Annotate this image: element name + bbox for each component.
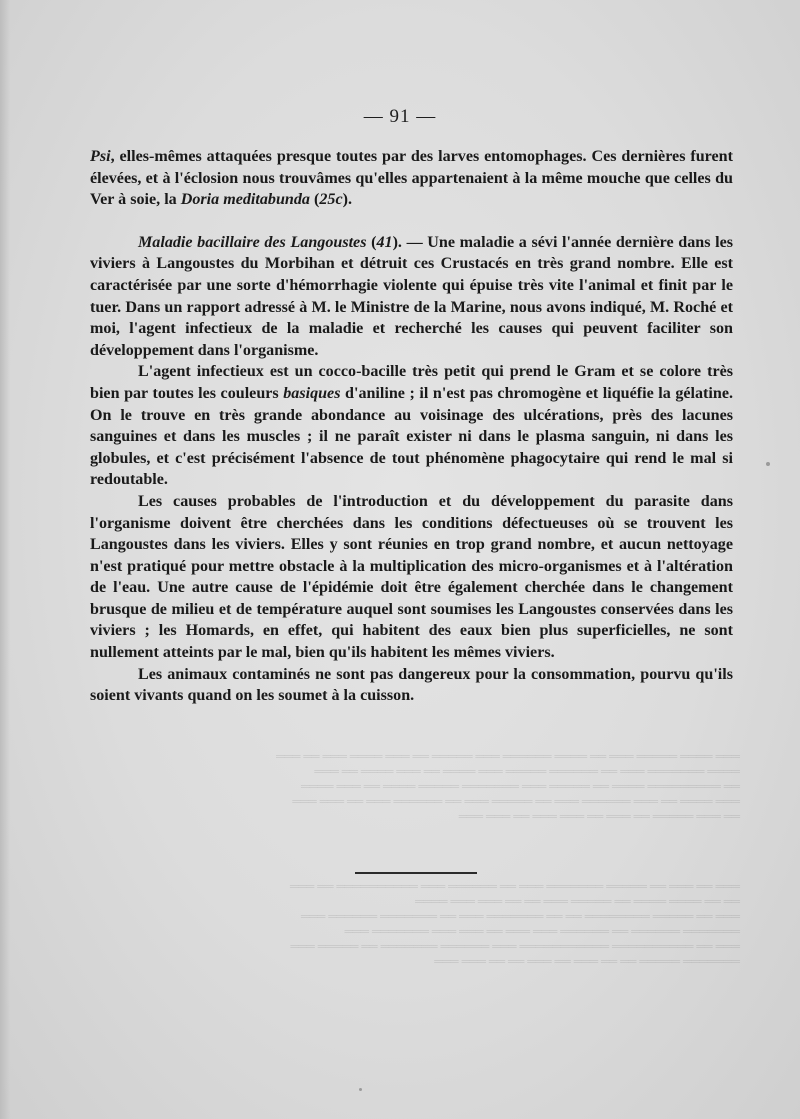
show-through-text-lower: ═══ ══ ═══ ══ ═════ ═══════ ═══ ══ ══════ ═══ ══════════ ══ ═══ ══ ══ ════ ════ ══ ═════ ═══ ══ ══ ═══ ═══ ════ ═══ ══ ═════ ════════ ══ ══ ═══════ ═══ ══ ═══════ ══════ ═══ ═══════ ══════ ══ ══════ ═══ ═══ ══ ═══ ═══ ═══════ ═══ ═══ ══ ══════════ ═══════════ ═══ ══════ ═══════ ══ ═════ ═══ ═══════ ═════ ══ ══ ═══ ══ ═══ ══ ══ ═══ ═══ <box>289 881 740 968</box>
reference-number: 41 <box>376 233 393 251</box>
separator-rule <box>355 872 477 874</box>
paragraph-text: ). — Une maladie a sévi l'année dernière dans les viviers à Langoustes du Morbihan et détruit ces Crustacés en très grand nombre. Elle est caractérisée par une sorte d'hémorrhagie violente qui épuise très vite l'animal et finit par le tuer. Dans un rapport adressé à M. le Ministre de la Marine, nous avons indiqué, M. Roché et moi, l'agent infectieux de la maladie et recherché les causes qui peuvent faciliter son développement dans l'organisme. <box>90 233 733 359</box>
species-name: Doria meditabunda <box>180 191 310 209</box>
emphasis-term: basiques <box>283 384 341 402</box>
genus-name: Psi <box>90 148 111 165</box>
reference-number: 25c <box>319 191 343 209</box>
paragraph-text: ( <box>309 191 320 209</box>
scan-speck <box>359 1088 362 1091</box>
paragraph-causes: Les causes probables de l'introduction et du développement du parasite dans l'organisme doivent être cherchées dans les conditions défectueuses où se trouvent les Langoustes dans les viviers. Elles y sont réunies en trop grand nombre, et aucun nettoyage n'est pratiqué pour mettre obstacle à la multiplication des micro-organismes et à l'altération de l'eau. Une autre cause de l'épidémie doit être également cherchée dans le changement brusque de milieu et de température auquel sont soumises les Langoustes conservées dans les viviers ; les Homards, en effet, qui habitent des eaux bien plus superficielles, ne sont nullement atteints par le mal, bien qu'ils habitent les mêmes viviers. <box>90 492 733 662</box>
paragraph-text: ( <box>366 233 377 251</box>
body-text <box>90 146 733 707</box>
scan-speck <box>766 462 770 466</box>
paragraph-text: , elles-mêmes attaquées presque toutes par des larves entomophages. Ces dernières furent élevées, et à l'éclosion nous trouvâmes qu'elles appartenaient à la même mouche que celles du Ver à soie, la <box>90 148 733 209</box>
section-title: Maladie bacillaire des Langoustes <box>138 233 367 251</box>
page-number: — 91 — <box>363 106 437 127</box>
show-through-text: ═══ ════ ═════ ═══ ══ ════ ══════ ═══ ═════ ══ ═══ ════ ═══ ══ ═══ ════ ═══════ ═══ ══ ══════ ═════ ═══ ════ ══ ═══ ════ ══ ═══ ══ ═════════ ════ ══ ═════ ═══ ═══════ ═════ ════ ══ ═══ ════ ═══ ════ ══ ═══ ══════ ═══ ══ ═════ ═══ ══ ══════ ═══ ══ ═══ ═══ ══ ═══ ═════ ══ ═══ ══ ═══ ═══ ══ ═══ ═══ <box>276 751 740 823</box>
paragraph-text: d'aniline ; il n'est pas chromogène et liquéfie la gélatine. On le trouve en très grande abondance au voisinage des ulcérations, près des lacunes sanguines et dans les muscles ; il ne paraît exister ni dans le plasma sanguin, ni dans les globules, et c'est précisément l'absence de tout phénomène phagocytaire qui rend le mal si redoutable. <box>90 384 733 489</box>
paragraph-conclusion: Les animaux contaminés ne sont pas dangereux pour la consommation, pourvu qu'ils soient vivants quand on les soumet à la cuisson. <box>90 665 733 705</box>
paragraph-text: L'agent infectieux est un cocco-bacille très petit qui prend le Gram et se colore très bien par toutes les couleurs <box>90 363 733 402</box>
paragraph-text: ). <box>342 191 352 209</box>
paragraph-agent <box>90 361 733 491</box>
scan-shadow-edge <box>0 0 10 1119</box>
paragraph-continuation <box>90 146 733 211</box>
paragraph-section-heading <box>90 232 733 362</box>
